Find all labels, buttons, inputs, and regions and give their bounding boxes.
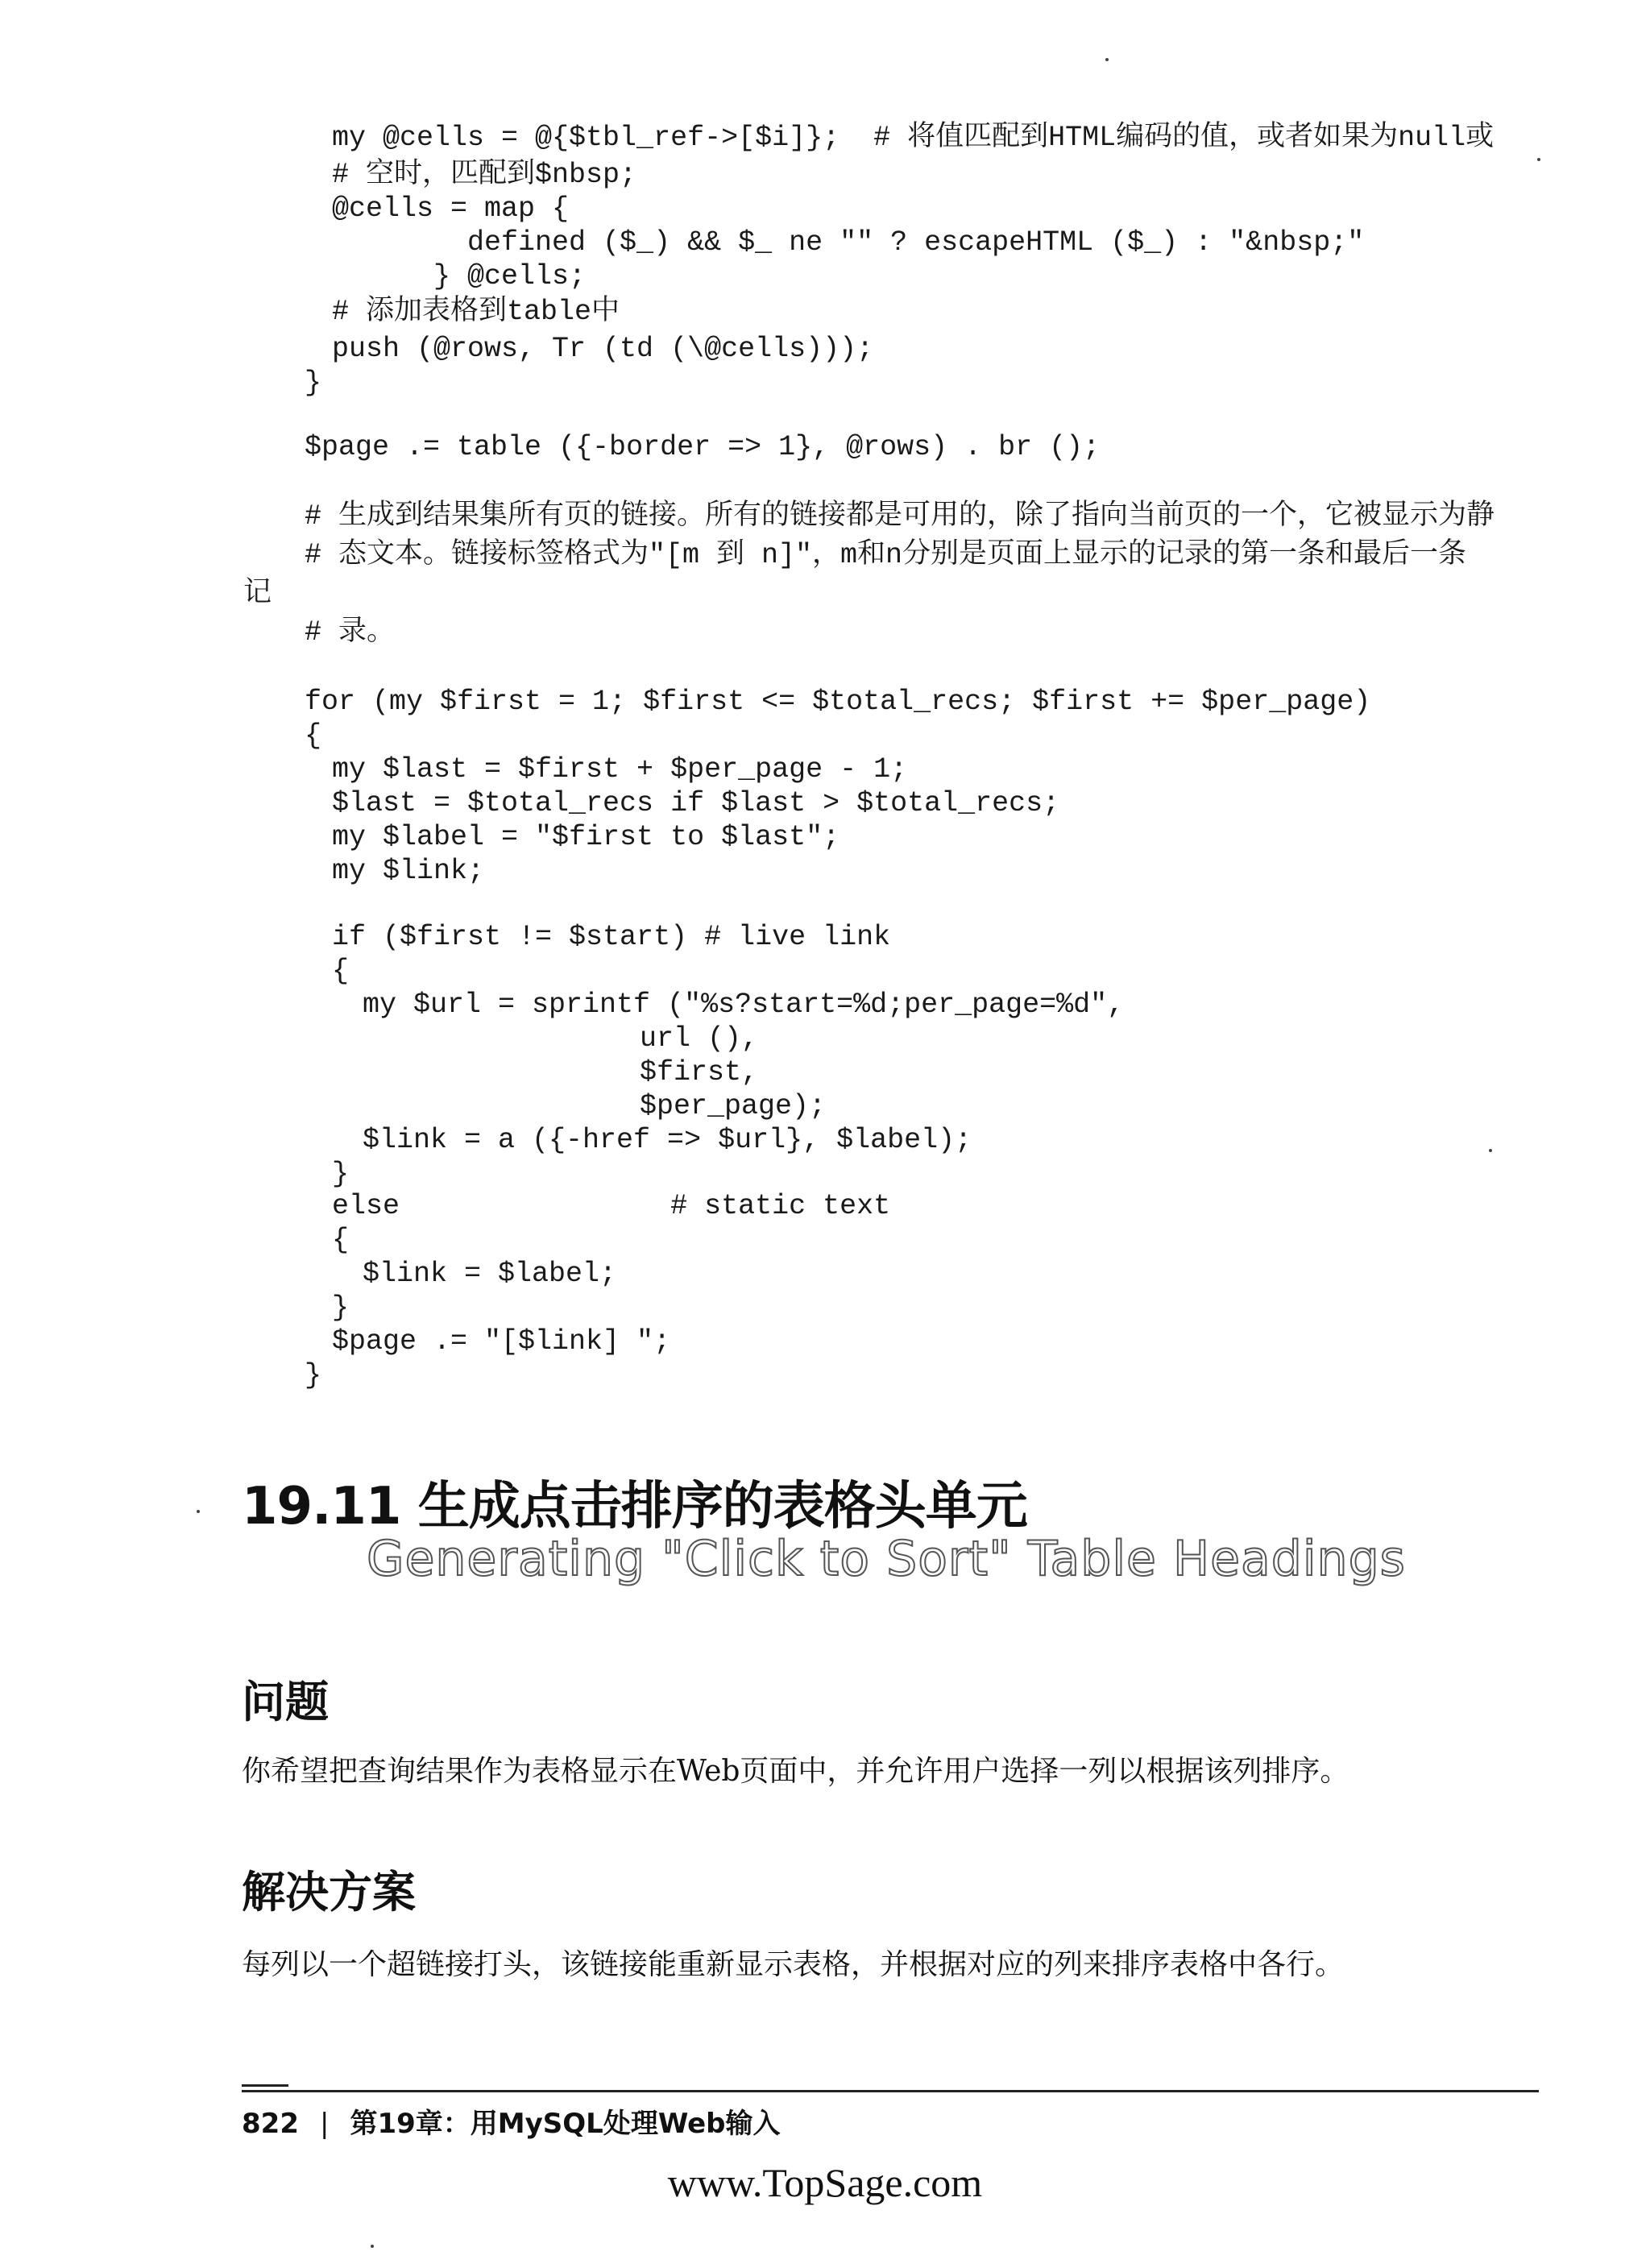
code-line: $link = a ({-href => $url}, $label); — [363, 1124, 972, 1156]
problem-heading: 问题 — [242, 1677, 329, 1727]
code-line: # 添加表格到table中 — [332, 296, 620, 328]
code-line: url (), — [640, 1022, 759, 1055]
code-line: my $last = $first + $per_page - 1; — [332, 753, 908, 786]
code-line: $page .= table ({-border => 1}, @rows) . br (); — [305, 431, 1101, 463]
code-line: $link = $label; — [363, 1258, 617, 1290]
code-line: } — [305, 1359, 322, 1391]
code-line: my $url = sprintf ("%s?start=%d;per_page=%d", — [363, 989, 1125, 1021]
solution-text: 每列以一个超链接打头，该链接能重新显示表格，并根据对应的列来排序表格中各行。 — [242, 1948, 1345, 1981]
code-line: @cells = map { — [332, 193, 570, 225]
code-line: } — [305, 367, 322, 399]
scan-speck — [1537, 158, 1540, 161]
code-line: defined ($_) && $_ ne "" ? escapeHTML ($_) : "&nbsp;" — [332, 226, 1365, 259]
scan-speck — [197, 1510, 200, 1513]
page-footer — [242, 2101, 781, 2141]
page-number: 822 — [242, 2108, 299, 2140]
code-line: # 生成到结果集所有页的链接。所有的链接都是可用的，除了指向当前页的一个，它被显示为静 — [305, 500, 1495, 533]
code-line: $page .= "[$link] "; — [332, 1325, 671, 1358]
code-line: { — [332, 955, 350, 987]
code-line: $per_page); — [640, 1090, 827, 1122]
code-line: for (my $first = 1; $first <= $total_recs; $first += $per_page) — [305, 686, 1371, 718]
code-line: else # static text — [332, 1190, 891, 1222]
code-line: { — [305, 719, 322, 752]
section-heading: 19.11 生成点击排序的表格头单元 — [242, 1477, 1027, 1536]
code-line: # 态文本。链接标签格式为"[m 到 n]"，m和n分别是页面上显示的记录的第一条和最后一条 — [305, 539, 1467, 571]
footer-separator: | — [319, 2108, 330, 2140]
scan-speck — [1105, 58, 1109, 61]
chapter-title: 第19章：用MySQL处理Web输入 — [350, 2108, 781, 2140]
code-line: my $label = "$first to $last"; — [332, 821, 840, 853]
code-line: my $link; — [332, 855, 485, 887]
code-line: push (@rows, Tr (td (\@cells))); — [332, 333, 874, 365]
code-line: $last = $total_recs if $last > $total_recs; — [332, 787, 1060, 819]
footer-rule-mark — [242, 2084, 288, 2087]
code-line: 记 — [243, 578, 272, 610]
scan-speck — [1489, 1149, 1492, 1152]
code-line: # 录。 — [305, 616, 396, 649]
code-line: { — [332, 1224, 350, 1256]
code-line: # 空时，匹配到$nbsp; — [332, 159, 637, 191]
code-line: if ($first != $start) # live link — [332, 921, 891, 953]
code-line: } @cells; — [332, 260, 587, 292]
code-line: $first, — [640, 1056, 759, 1088]
code-line: my @cells = @{$tbl_ref->[$i]}; # 将值匹配到HTML编码的值，或者如果为null或 — [332, 122, 1495, 154]
code-line: } — [332, 1292, 350, 1324]
scan-speck — [371, 2245, 374, 2248]
footer-rule — [242, 2090, 1539, 2092]
problem-text: 你希望把查询结果作为表格显示在Web页面中，并允许用户选择一列以根据该列排序。 — [242, 1755, 1349, 1788]
section-subtitle: Generating "Click to Sort" Table Headings — [367, 1531, 1406, 1587]
code-line: } — [332, 1158, 350, 1190]
watermark-url: www.TopSage.com — [667, 2160, 983, 2205]
solution-heading: 解决方案 — [242, 1867, 416, 1918]
